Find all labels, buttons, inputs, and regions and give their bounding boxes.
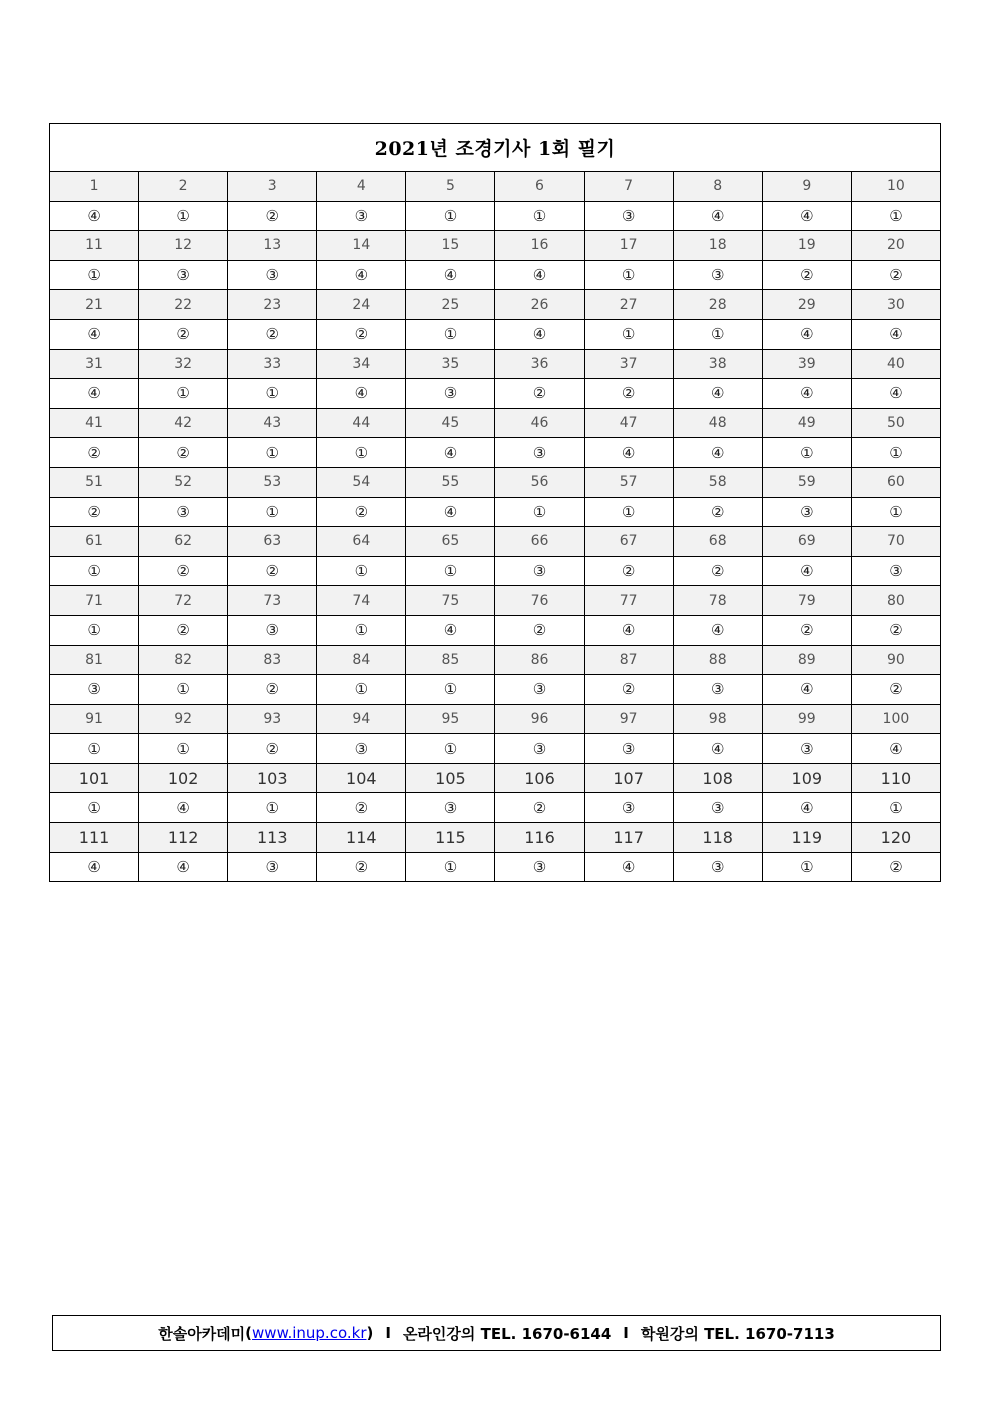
- question-number-cell: 76: [495, 586, 584, 616]
- question-number-cell: 73: [228, 586, 317, 616]
- question-number-cell: 103: [228, 763, 317, 793]
- question-number-cell: 68: [673, 527, 762, 557]
- answer-cell: ①: [851, 201, 940, 231]
- answer-cell: ①: [139, 734, 228, 764]
- question-number-row: [50, 231, 941, 261]
- answer-cell: ①: [228, 497, 317, 527]
- answer-cell: ①: [584, 319, 673, 349]
- answer-cell: ①: [851, 438, 940, 468]
- question-number-cell: 5: [406, 172, 495, 202]
- question-number-cell: 35: [406, 349, 495, 379]
- answer-cell: ③: [584, 201, 673, 231]
- question-number-cell: 116: [495, 823, 584, 853]
- answer-cell: ④: [762, 793, 851, 823]
- question-number-cell: 102: [139, 763, 228, 793]
- question-number-cell: 96: [495, 704, 584, 734]
- question-number-cell: 46: [495, 408, 584, 438]
- question-number-cell: 33: [228, 349, 317, 379]
- answer-cell: ③: [50, 675, 139, 705]
- question-number-cell: 114: [317, 823, 406, 853]
- question-number-cell: 9: [762, 172, 851, 202]
- answer-cell: ③: [762, 497, 851, 527]
- question-number-cell: 22: [139, 290, 228, 320]
- answer-cell: ③: [851, 556, 940, 586]
- answer-cell: ④: [673, 734, 762, 764]
- answer-cell: ③: [584, 734, 673, 764]
- answer-cell: ③: [673, 793, 762, 823]
- answer-cell: ②: [139, 556, 228, 586]
- answer-cell: ③: [495, 734, 584, 764]
- question-number-cell: 12: [139, 231, 228, 261]
- answer-cell: ①: [317, 556, 406, 586]
- question-number-cell: 30: [851, 290, 940, 320]
- question-number-cell: 92: [139, 704, 228, 734]
- answer-cell: ①: [495, 497, 584, 527]
- question-number-cell: 81: [50, 645, 139, 675]
- answer-cell: ③: [139, 260, 228, 290]
- question-number-cell: 117: [584, 823, 673, 853]
- answer-cell: ②: [495, 615, 584, 645]
- footer-separator: I: [623, 1324, 629, 1342]
- answer-cell: ④: [317, 379, 406, 409]
- question-number-cell: 41: [50, 408, 139, 438]
- answer-cell: ②: [495, 379, 584, 409]
- answer-cell: ③: [317, 734, 406, 764]
- question-number-cell: 64: [317, 527, 406, 557]
- question-number-row: [50, 467, 941, 497]
- question-number-cell: 109: [762, 763, 851, 793]
- answer-cell: ②: [50, 438, 139, 468]
- question-number-cell: 36: [495, 349, 584, 379]
- answer-cell: ④: [584, 852, 673, 882]
- answer-cell: ②: [50, 497, 139, 527]
- answer-cell: ①: [228, 438, 317, 468]
- answer-cell: ③: [228, 615, 317, 645]
- answer-cell: ③: [584, 793, 673, 823]
- question-number-cell: 14: [317, 231, 406, 261]
- question-number-cell: 115: [406, 823, 495, 853]
- question-number-cell: 21: [50, 290, 139, 320]
- question-number-cell: 43: [228, 408, 317, 438]
- question-number-cell: 82: [139, 645, 228, 675]
- answer-row: [50, 615, 941, 645]
- answer-cell: ①: [851, 497, 940, 527]
- answer-cell: ③: [228, 852, 317, 882]
- answer-cell: ②: [495, 793, 584, 823]
- answer-cell: ①: [50, 793, 139, 823]
- answer-cell: ③: [317, 201, 406, 231]
- question-number-cell: 25: [406, 290, 495, 320]
- answer-cell: ④: [762, 379, 851, 409]
- answer-cell: ④: [139, 852, 228, 882]
- question-number-cell: 13: [228, 231, 317, 261]
- answer-cell: ③: [495, 556, 584, 586]
- answer-cell: ④: [673, 379, 762, 409]
- footer-academy-name: 한솔아카데미: [158, 1324, 246, 1343]
- answer-cell: ①: [584, 260, 673, 290]
- question-number-cell: 119: [762, 823, 851, 853]
- question-number-row: [50, 704, 941, 734]
- answer-cell: ②: [851, 615, 940, 645]
- answer-cell: ④: [50, 201, 139, 231]
- answer-cell: ②: [228, 201, 317, 231]
- question-number-cell: 10: [851, 172, 940, 202]
- question-number-cell: 54: [317, 467, 406, 497]
- question-number-cell: 85: [406, 645, 495, 675]
- footer-website-link[interactable]: www.inup.co.kr: [252, 1324, 367, 1342]
- question-number-cell: 98: [673, 704, 762, 734]
- answer-cell: ④: [762, 556, 851, 586]
- question-number-cell: 89: [762, 645, 851, 675]
- answer-cell: ④: [673, 201, 762, 231]
- answer-row: [50, 319, 941, 349]
- answer-cell: ④: [406, 615, 495, 645]
- question-number-cell: 8: [673, 172, 762, 202]
- question-number-cell: 74: [317, 586, 406, 616]
- question-number-cell: 91: [50, 704, 139, 734]
- question-number-cell: 75: [406, 586, 495, 616]
- question-number-cell: 59: [762, 467, 851, 497]
- question-number-cell: 61: [50, 527, 139, 557]
- question-number-cell: 48: [673, 408, 762, 438]
- answer-cell: ④: [406, 438, 495, 468]
- question-number-cell: 6: [495, 172, 584, 202]
- answer-cell: ①: [317, 438, 406, 468]
- question-number-cell: 38: [673, 349, 762, 379]
- question-number-cell: 28: [673, 290, 762, 320]
- question-number-cell: 45: [406, 408, 495, 438]
- question-number-cell: 88: [673, 645, 762, 675]
- footer-link-close: ): [366, 1324, 374, 1342]
- answer-cell: ④: [495, 260, 584, 290]
- answer-cell: ②: [228, 734, 317, 764]
- answer-cell: ②: [228, 675, 317, 705]
- question-number-row: [50, 823, 941, 853]
- question-number-cell: 15: [406, 231, 495, 261]
- answer-cell: ②: [584, 379, 673, 409]
- footer-academy-phone: 학원강의 TEL. 1670-7113: [640, 1324, 835, 1343]
- question-number-cell: 90: [851, 645, 940, 675]
- answer-cell: ①: [317, 615, 406, 645]
- footer-banner: [52, 1315, 941, 1351]
- question-number-cell: 106: [495, 763, 584, 793]
- question-number-cell: 19: [762, 231, 851, 261]
- answer-cell: ①: [406, 556, 495, 586]
- answer-cell: ④: [406, 260, 495, 290]
- answer-cell: ①: [851, 793, 940, 823]
- answer-cell: ②: [584, 556, 673, 586]
- answer-cell: ③: [762, 734, 851, 764]
- answer-cell: ①: [139, 379, 228, 409]
- question-number-cell: 66: [495, 527, 584, 557]
- question-number-cell: 70: [851, 527, 940, 557]
- answer-cell: ②: [228, 556, 317, 586]
- answer-row: [50, 201, 941, 231]
- question-number-cell: 52: [139, 467, 228, 497]
- question-number-cell: 101: [50, 763, 139, 793]
- footer-separator: I: [385, 1324, 391, 1342]
- question-number-cell: 40: [851, 349, 940, 379]
- answer-cell: ②: [851, 852, 940, 882]
- question-number-cell: 112: [139, 823, 228, 853]
- answer-cell: ③: [406, 793, 495, 823]
- question-number-cell: 111: [50, 823, 139, 853]
- question-number-cell: 29: [762, 290, 851, 320]
- question-number-cell: 69: [762, 527, 851, 557]
- answer-cell: ③: [495, 852, 584, 882]
- question-number-cell: 97: [584, 704, 673, 734]
- answer-cell: ②: [673, 497, 762, 527]
- answer-cell: ④: [762, 201, 851, 231]
- answer-cell: ②: [139, 615, 228, 645]
- question-number-cell: 16: [495, 231, 584, 261]
- answer-cell: ③: [228, 260, 317, 290]
- question-number-cell: 105: [406, 763, 495, 793]
- answer-row: [50, 852, 941, 882]
- question-number-cell: 57: [584, 467, 673, 497]
- answer-cell: ①: [406, 319, 495, 349]
- question-number-cell: 78: [673, 586, 762, 616]
- footer-link-open: (: [245, 1324, 253, 1342]
- question-number-cell: 44: [317, 408, 406, 438]
- question-number-cell: 113: [228, 823, 317, 853]
- answer-cell: ①: [50, 734, 139, 764]
- answer-cell: ③: [673, 675, 762, 705]
- question-number-cell: 63: [228, 527, 317, 557]
- answer-cell: ④: [495, 319, 584, 349]
- answer-cell: ②: [762, 615, 851, 645]
- question-number-row: [50, 290, 941, 320]
- answer-row: [50, 438, 941, 468]
- question-number-cell: 87: [584, 645, 673, 675]
- question-number-cell: 65: [406, 527, 495, 557]
- answer-cell: ①: [50, 615, 139, 645]
- question-number-cell: 47: [584, 408, 673, 438]
- question-number-row: [50, 408, 941, 438]
- answer-cell: ①: [406, 675, 495, 705]
- question-number-cell: 3: [228, 172, 317, 202]
- answer-cell: ③: [139, 497, 228, 527]
- question-number-cell: 77: [584, 586, 673, 616]
- question-number-cell: 27: [584, 290, 673, 320]
- question-number-cell: 67: [584, 527, 673, 557]
- answer-cell: ①: [228, 793, 317, 823]
- question-number-cell: 56: [495, 467, 584, 497]
- answer-cell: ①: [228, 379, 317, 409]
- answer-cell: ①: [50, 260, 139, 290]
- answer-cell: ④: [851, 734, 940, 764]
- question-number-cell: 17: [584, 231, 673, 261]
- answer-cell: ④: [317, 260, 406, 290]
- answer-cell: ④: [139, 793, 228, 823]
- question-number-cell: 107: [584, 763, 673, 793]
- answer-cell: ①: [406, 201, 495, 231]
- answer-row: [50, 793, 941, 823]
- question-number-cell: 1: [50, 172, 139, 202]
- answer-cell: ②: [851, 260, 940, 290]
- question-number-cell: 86: [495, 645, 584, 675]
- answer-cell: ①: [495, 201, 584, 231]
- answer-cell: ②: [317, 852, 406, 882]
- answer-cell: ④: [50, 379, 139, 409]
- question-number-cell: 79: [762, 586, 851, 616]
- answer-cell: ③: [495, 675, 584, 705]
- question-number-cell: 23: [228, 290, 317, 320]
- question-number-cell: 26: [495, 290, 584, 320]
- answer-cell: ①: [673, 319, 762, 349]
- answer-cell: ②: [317, 319, 406, 349]
- question-number-cell: 53: [228, 467, 317, 497]
- answer-cell: ②: [139, 438, 228, 468]
- question-number-cell: 20: [851, 231, 940, 261]
- answer-cell: ①: [406, 852, 495, 882]
- question-number-cell: 58: [673, 467, 762, 497]
- answer-cell: ④: [673, 615, 762, 645]
- question-number-cell: 11: [50, 231, 139, 261]
- footer-online-phone: 온라인강의 TEL. 1670-6144: [402, 1324, 612, 1343]
- table-title: 2021년 조경기사 1회 필기: [50, 124, 941, 172]
- answer-cell: ④: [762, 319, 851, 349]
- answer-cell: ②: [762, 260, 851, 290]
- question-number-cell: 118: [673, 823, 762, 853]
- answer-cell: ④: [406, 497, 495, 527]
- answer-cell: ①: [406, 734, 495, 764]
- question-number-cell: 49: [762, 408, 851, 438]
- question-number-cell: 71: [50, 586, 139, 616]
- question-number-cell: 32: [139, 349, 228, 379]
- question-number-cell: 42: [139, 408, 228, 438]
- answer-cell: ①: [50, 556, 139, 586]
- question-number-cell: 24: [317, 290, 406, 320]
- answer-cell: ④: [50, 319, 139, 349]
- question-number-cell: 94: [317, 704, 406, 734]
- answer-cell: ④: [584, 615, 673, 645]
- question-number-cell: 72: [139, 586, 228, 616]
- question-number-cell: 60: [851, 467, 940, 497]
- question-number-cell: 7: [584, 172, 673, 202]
- answer-cell: ②: [673, 556, 762, 586]
- question-number-cell: 51: [50, 467, 139, 497]
- question-number-cell: 120: [851, 823, 940, 853]
- answer-cell: ④: [50, 852, 139, 882]
- question-number-cell: 80: [851, 586, 940, 616]
- question-number-row: [50, 586, 941, 616]
- question-number-cell: 95: [406, 704, 495, 734]
- answer-cell: ①: [762, 438, 851, 468]
- answer-cell: ④: [673, 438, 762, 468]
- question-number-row: [50, 763, 941, 793]
- answer-cell: ③: [673, 852, 762, 882]
- answer-row: [50, 734, 941, 764]
- answer-cell: ④: [851, 319, 940, 349]
- question-number-cell: 55: [406, 467, 495, 497]
- answer-cell: ④: [584, 438, 673, 468]
- question-number-row: [50, 645, 941, 675]
- question-number-row: [50, 172, 941, 202]
- question-number-row: [50, 527, 941, 557]
- question-number-row: [50, 349, 941, 379]
- question-number-cell: 18: [673, 231, 762, 261]
- question-number-cell: 2: [139, 172, 228, 202]
- question-number-cell: 37: [584, 349, 673, 379]
- answer-row: [50, 260, 941, 290]
- answer-cell: ③: [673, 260, 762, 290]
- answer-row: [50, 497, 941, 527]
- answer-cell: ④: [762, 675, 851, 705]
- answer-cell: ①: [139, 675, 228, 705]
- question-number-cell: 108: [673, 763, 762, 793]
- answer-cell: ①: [139, 201, 228, 231]
- question-number-cell: 93: [228, 704, 317, 734]
- answer-cell: ③: [406, 379, 495, 409]
- answer-cell: ①: [317, 675, 406, 705]
- question-number-cell: 100: [851, 704, 940, 734]
- answer-row: [50, 675, 941, 705]
- answer-cell: ①: [584, 497, 673, 527]
- answer-row: [50, 379, 941, 409]
- answer-key-table: [49, 123, 941, 882]
- answer-cell: ②: [317, 793, 406, 823]
- question-number-cell: 104: [317, 763, 406, 793]
- answer-cell: ②: [851, 675, 940, 705]
- question-number-cell: 31: [50, 349, 139, 379]
- answer-cell: ②: [139, 319, 228, 349]
- answer-cell: ③: [495, 438, 584, 468]
- answer-row: [50, 556, 941, 586]
- answer-cell: ②: [228, 319, 317, 349]
- question-number-cell: 110: [851, 763, 940, 793]
- question-number-cell: 34: [317, 349, 406, 379]
- answer-cell: ①: [762, 852, 851, 882]
- answer-cell: ④: [851, 379, 940, 409]
- answer-cell: ②: [584, 675, 673, 705]
- question-number-cell: 50: [851, 408, 940, 438]
- question-number-cell: 84: [317, 645, 406, 675]
- question-number-cell: 62: [139, 527, 228, 557]
- question-number-cell: 4: [317, 172, 406, 202]
- question-number-cell: 99: [762, 704, 851, 734]
- question-number-cell: 83: [228, 645, 317, 675]
- answer-cell: ②: [317, 497, 406, 527]
- question-number-cell: 39: [762, 349, 851, 379]
